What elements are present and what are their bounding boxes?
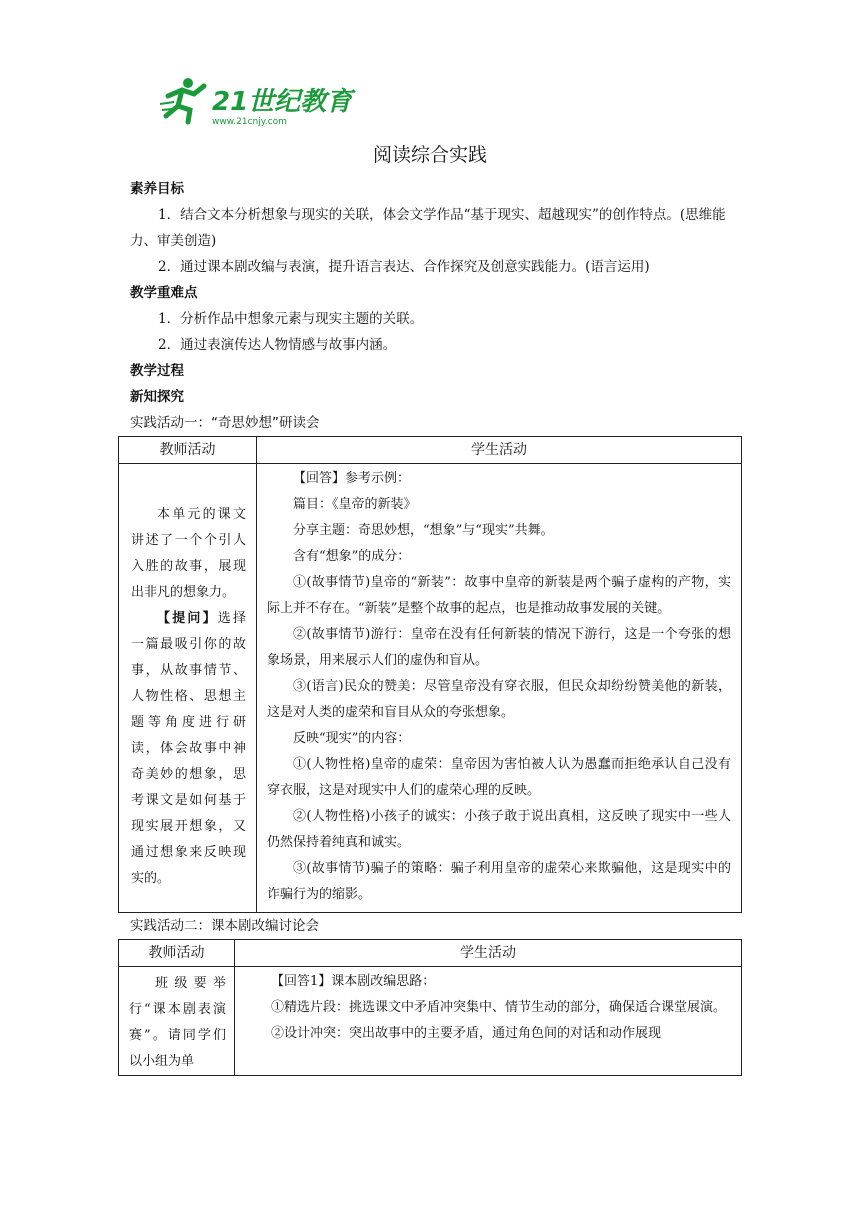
teacher-text: 班级要举行“课本剧表演赛”。请同学们以小组为单: [129, 976, 226, 1069]
question-text: 选择一篇最吸引你的故事，从故事情节、人物性格、思想主题等角度进行研读，体会故事中神奇美妙的想象，思考课文是如何基于现实展开想象，又通过想象来反映现实的。: [131, 611, 246, 886]
logo: [160, 74, 360, 126]
runner-logo-icon: [160, 74, 360, 126]
student-line: ①(人物性格)皇帝的虚荣：皇帝因为害怕被人认为愚蠢而拒绝承认自己没有穿衣服，这是对现实中人们的虚荣心理的反映。: [267, 757, 731, 798]
teacher-text-2: [131, 606, 246, 892]
key-points-heading: 教学重难点: [130, 285, 198, 301]
table2-header-student: 学生活动: [235, 940, 742, 967]
logo-url-text: www.21cnjy.com: [212, 117, 287, 126]
table1-teacher-cell: [119, 464, 257, 913]
table1-header-student: 学生活动: [257, 437, 742, 464]
student-line: ②(人物性格)小孩子的诚实：小孩子敢于说出真相，这反映了现实中一些人仍然保持着纯真和诚实。: [267, 809, 731, 850]
key-point-2: 2．通过表演传达人物情感与故事内涵。: [158, 337, 397, 353]
activity-2-title: 实践活动二：课本剧改编讨论会: [130, 918, 319, 934]
page-title: 阅读综合实践: [372, 144, 487, 166]
question-tag: 【提问】: [157, 611, 218, 626]
activity-2-table: [118, 939, 742, 1076]
logo-brand-text: 21世纪教育: [212, 87, 353, 117]
student-line: ③(语言)民众的赞美：尽管皇帝没有穿衣服，但民众却纷纷赞美他的新装，这是对人类的虚荣和盲目从众的夸张想象。: [267, 679, 731, 720]
student-line: ③(故事情节)骗子的策略：骗子利用皇帝的虚荣心来欺骗他，这是现实中的诈骗行为的缩影。: [267, 861, 731, 902]
table2-student-cell: [235, 967, 742, 1076]
student-line: 分享主题：奇思妙想，“想象”与“现实”共舞。: [293, 523, 554, 538]
student-line: ②设计冲突：突出故事中的主要矛盾，通过角色间的对话和动作展现: [271, 1026, 662, 1041]
process-heading: 教学过程: [130, 363, 184, 379]
student-line: ①(故事情节)皇帝的“新装”：故事中皇帝的新装是两个骗子虚构的产物，实际上并不存在。“新装”是整个故事的起点，也是推动故事发展的关键。: [267, 575, 731, 616]
goal-item-1: 1．结合文本分析想象与现实的关联，体会文学作品“基于现实、超越现实”的创作特点。(思维能力、审美创造): [130, 207, 726, 249]
student-line: 含有“想象”的成分：: [293, 549, 411, 564]
goals-heading: 素养目标: [130, 181, 184, 197]
activity-1-table: [118, 436, 742, 913]
table2-teacher-cell: [119, 967, 235, 1076]
teacher-text-1: 本单元的课文讲述了一个个引人入胜的故事，展现出非凡的想象力。: [131, 507, 246, 600]
student-line: 篇目：《皇帝的新装》: [293, 497, 417, 512]
student-line: ①精选片段：挑选课文中矛盾冲突集中、情节生动的部分，确保适合课堂展演。: [271, 1000, 727, 1015]
table2-header-teacher: 教师活动: [119, 940, 235, 967]
student-line: ②(故事情节)游行：皇帝在没有任何新装的情况下游行，这是一个夸张的想象场景，用来展示人们的虚伪和盲从。: [267, 627, 731, 668]
student-line: 【回答】参考示例：: [293, 471, 411, 486]
student-line: 反映“现实”的内容：: [293, 731, 411, 746]
explore-heading: 新知探究: [130, 389, 184, 405]
table1-student-cell: [257, 464, 742, 913]
table1-header-teacher: 教师活动: [119, 437, 257, 464]
goal-item-2: 2．通过课本剧改编与表演，提升语言表达、合作探究及创意实践能力。(语言运用): [158, 259, 650, 275]
document-body: [130, 176, 742, 1076]
activity-1-title: 实践活动一：“奇思妙想”研读会: [130, 415, 320, 431]
student-line: 【回答1】课本剧改编思路：: [271, 974, 436, 989]
key-point-1: 1．分析作品中想象元素与现实主题的关联。: [158, 311, 424, 327]
